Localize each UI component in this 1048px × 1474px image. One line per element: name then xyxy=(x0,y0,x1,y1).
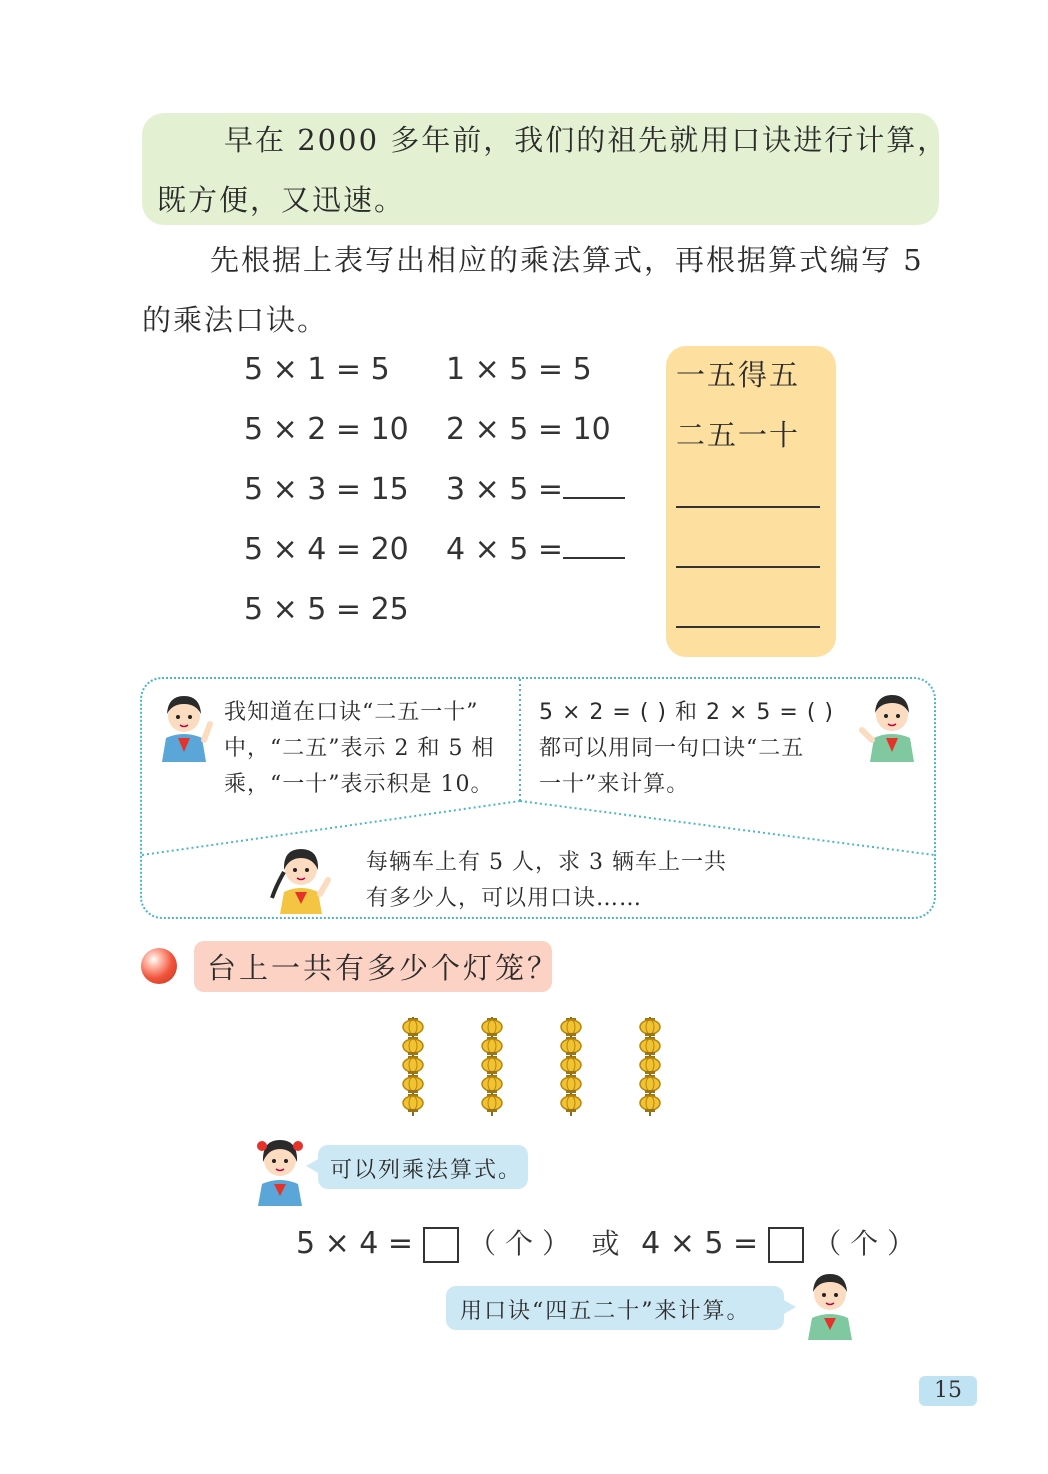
equation-left-1: 5 × 1 = 5 xyxy=(244,352,390,387)
lantern-icon xyxy=(640,1056,660,1074)
koujue-blank-5[interactable] xyxy=(676,626,820,628)
lantern-icon xyxy=(561,1056,581,1074)
equation-right-4-text: 4 × 5 = xyxy=(446,532,564,567)
answer-box-2[interactable] xyxy=(768,1227,804,1263)
equation-left-4: 5 × 4 = 20 xyxy=(244,532,409,567)
question-text: 台上一共有多少个灯笼？ xyxy=(207,951,560,985)
lantern-icon xyxy=(482,1075,502,1093)
boy1-speech-line-2: 中，“二五”表示 2 和 5 相 xyxy=(224,736,495,761)
lantern-icon xyxy=(561,1018,581,1036)
koujue-blank-4[interactable] xyxy=(676,566,820,568)
equation-left-5: 5 × 5 = 25 xyxy=(244,592,409,627)
boy1-speech-line-3: 乘，“一十”表示积是 10。 xyxy=(224,772,494,797)
intro-line-1: 早在 2000 多年前，我们的祖先就用口诀进行计算， xyxy=(224,123,949,157)
boy2-speech-line-1: 5 × 2 = ( ) 和 2 × 5 = ( ) xyxy=(539,700,834,725)
boy-character-icon xyxy=(152,690,216,762)
section-bullet-icon xyxy=(141,948,177,984)
lantern-icon xyxy=(482,1018,502,1036)
answer-blank-3x5[interactable] xyxy=(563,473,625,499)
equation-right-3-text: 3 × 5 = xyxy=(446,472,564,507)
lantern-icon xyxy=(482,1037,502,1055)
lantern-icon xyxy=(403,1075,423,1093)
lantern-icon xyxy=(640,1094,660,1112)
answer-eq-2: 4 × 5 = xyxy=(641,1226,759,1261)
boy2-speech-line-3: 一十”来计算。 xyxy=(539,772,690,797)
instruction-line-2: 的乘法口诀。 xyxy=(142,303,329,337)
boy1-speech-line-1: 我知道在口诀“二五一十” xyxy=(224,700,479,725)
intro-line-2: 既方便，又迅速。 xyxy=(157,183,406,217)
equation-right-1: 1 × 5 = 5 xyxy=(446,352,592,387)
lantern-icon xyxy=(561,1075,581,1093)
lantern-icon xyxy=(640,1018,660,1036)
boy-bubble-tail xyxy=(782,1299,796,1315)
lantern-icon xyxy=(640,1075,660,1093)
equation-right-2: 2 × 5 = 10 xyxy=(446,412,611,447)
koujue-2: 二五一十 xyxy=(676,418,801,452)
koujue-blank-3[interactable] xyxy=(676,506,820,508)
equation-left-2: 5 × 2 = 10 xyxy=(244,412,409,447)
lanterns-illustration xyxy=(395,1015,675,1127)
girl-bubble-text: 可以列乘法算式。 xyxy=(330,1158,523,1183)
lantern-icon xyxy=(403,1018,423,1036)
answer-unit-2: （ 个 ） xyxy=(813,1227,916,1260)
lantern-icon xyxy=(403,1037,423,1055)
girl-character-icon xyxy=(266,842,336,914)
equation-right-3 xyxy=(446,472,625,507)
girl-bubble-tail xyxy=(306,1158,320,1174)
equation-right-4 xyxy=(446,532,625,567)
boy2-speech-line-2: 都可以用同一句口诀“二五 xyxy=(539,736,805,761)
girl-thinking-icon xyxy=(250,1132,310,1206)
lantern-icon xyxy=(482,1094,502,1112)
instruction-line-1: 先根据上表写出相应的乘法算式，再根据算式编写 5 xyxy=(210,243,924,277)
girl-speech-line-1: 每辆车上有 5 人，求 3 辆车上一共 xyxy=(366,850,727,875)
boy-character-3-icon xyxy=(800,1266,860,1340)
answer-or: 或 xyxy=(591,1227,620,1260)
lantern-icon xyxy=(403,1056,423,1074)
lantern-icon xyxy=(482,1056,502,1074)
equation-left-3: 5 × 3 = 15 xyxy=(244,472,409,507)
koujue-1: 一五得五 xyxy=(676,358,801,392)
boy-character-2-icon xyxy=(858,688,924,762)
lantern-icon xyxy=(403,1094,423,1112)
girl-speech-line-2: 有多少人，可以用口诀…… xyxy=(366,886,643,911)
page-number: 15 xyxy=(934,1378,962,1403)
boy-bubble-text: 用口诀“四五二十”来计算。 xyxy=(460,1299,751,1324)
lantern-icon xyxy=(561,1094,581,1112)
answer-blank-4x5[interactable] xyxy=(563,533,625,559)
lantern-icon xyxy=(561,1037,581,1055)
lantern-icon xyxy=(640,1037,660,1055)
answer-unit-1: （ 个 ） xyxy=(468,1227,570,1260)
answer-line xyxy=(296,1222,915,1263)
answer-eq-1: 5 × 4 = xyxy=(296,1226,414,1261)
answer-box-1[interactable] xyxy=(423,1227,459,1263)
